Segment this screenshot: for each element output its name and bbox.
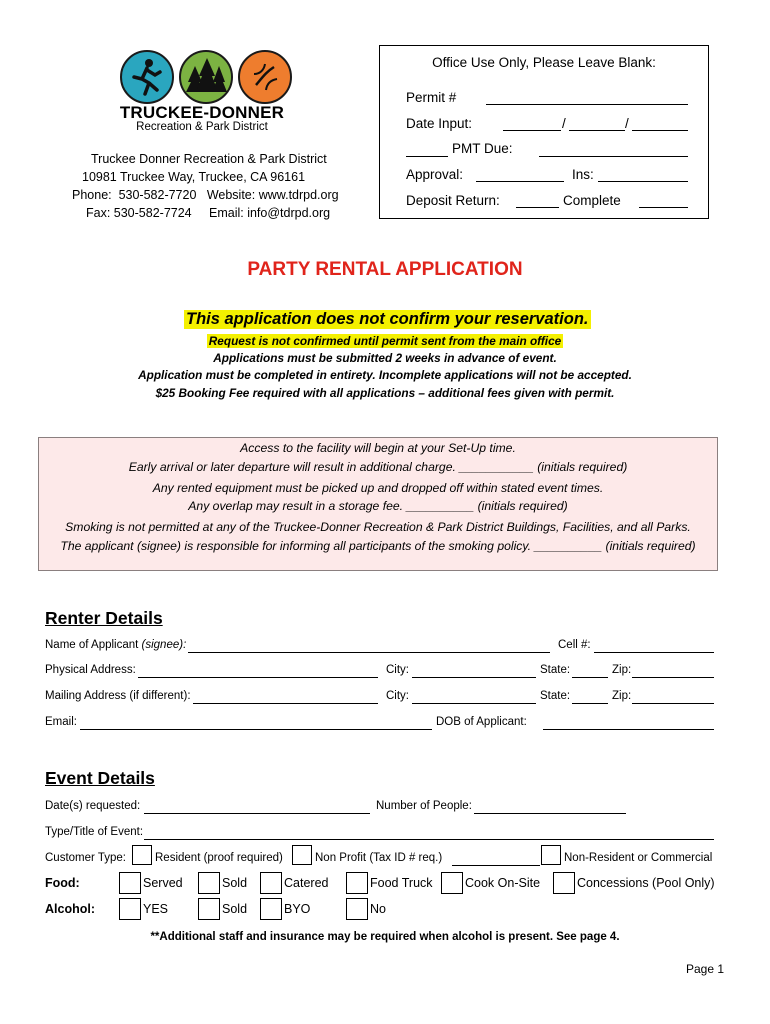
runner-icon bbox=[120, 50, 174, 104]
zip-label: Zip: bbox=[612, 664, 632, 676]
nonprofit-checkbox[interactable] bbox=[292, 845, 312, 865]
physical-address-label: Physical Address: bbox=[45, 664, 136, 676]
food-option-label: Sold bbox=[222, 876, 248, 890]
permit-line bbox=[486, 104, 688, 105]
email-label: Email: bbox=[45, 716, 77, 728]
state-field[interactable] bbox=[572, 703, 608, 704]
food-option-label: Food Truck bbox=[370, 876, 433, 890]
nonresident-option-label: Non-Resident or Commercial bbox=[564, 852, 713, 864]
pine-trees-icon bbox=[179, 50, 233, 104]
alcohol-yes-checkbox[interactable] bbox=[119, 898, 141, 920]
logo-name: TRUCKEE-DONNER bbox=[119, 103, 285, 122]
pmt-due-label: PMT Due: bbox=[452, 141, 513, 156]
nonprofit-option-label: Non Profit (Tax ID # req.) bbox=[315, 852, 443, 864]
reservation-disclaimer: This application does not confirm your reservation. bbox=[186, 310, 589, 328]
contact-name: Truckee Donner Recreation & Park District bbox=[91, 152, 327, 166]
date-line-day bbox=[569, 130, 625, 131]
deposit-return-label: Deposit Return: bbox=[406, 193, 500, 208]
alcohol-no-checkbox[interactable] bbox=[346, 898, 368, 920]
nonresident-checkbox[interactable] bbox=[541, 845, 561, 865]
food-sold-checkbox[interactable] bbox=[198, 872, 220, 894]
policy-line: Any rented equipment must be picked up and dropped off within stated event times. bbox=[152, 481, 604, 495]
date-input-label: Date Input: bbox=[406, 116, 473, 131]
ins-label: Ins: bbox=[572, 167, 594, 182]
applicant-name-label: Name of Applicant (signee): bbox=[45, 639, 187, 651]
notice-line: $25 Booking Fee required with all applications – additional fees given with permit. bbox=[155, 386, 615, 400]
city-label: City: bbox=[386, 664, 409, 676]
city-field[interactable] bbox=[412, 677, 536, 678]
pmt-due-value-line bbox=[539, 156, 688, 157]
approval-line bbox=[476, 181, 564, 182]
alcohol-option-label: No bbox=[370, 902, 386, 916]
dob-label: DOB of Applicant: bbox=[436, 716, 527, 728]
contact-phone-website: Phone: 530-582-7720 Website: www.tdrpd.org bbox=[72, 188, 339, 202]
food-served-checkbox[interactable] bbox=[119, 872, 141, 894]
complete-line bbox=[639, 207, 688, 208]
number-of-people-label: Number of People: bbox=[376, 800, 472, 812]
resident-option-label: Resident (proof required) bbox=[155, 852, 283, 864]
complete-label: Complete bbox=[563, 193, 621, 208]
email-field[interactable] bbox=[80, 729, 432, 730]
food-cook-onsite-checkbox[interactable] bbox=[441, 872, 463, 894]
page-number: Page 1 bbox=[686, 962, 725, 976]
contact-address: 10981 Truckee Way, Truckee, CA 96161 bbox=[82, 170, 306, 184]
event-details-heading: Event Details bbox=[45, 768, 155, 788]
dob-field[interactable] bbox=[543, 729, 714, 730]
ins-line bbox=[598, 181, 688, 182]
alcohol-option-label: Sold bbox=[222, 902, 248, 916]
notice-line: Applications must be submitted 2 weeks in advance of event. bbox=[213, 351, 557, 365]
food-concessions-checkbox[interactable] bbox=[553, 872, 575, 894]
contact-fax-email: Fax: 530-582-7724 Email: info@tdrpd.org bbox=[86, 206, 331, 220]
page-title: PARTY RENTAL APPLICATION bbox=[247, 259, 523, 280]
alcohol-option-label: BYO bbox=[284, 902, 311, 916]
cell-field[interactable] bbox=[594, 652, 714, 653]
city-label: City: bbox=[386, 690, 409, 702]
policy-line: Smoking is not permitted at any of the Truckee-Donner Recreation & Park District Buildings, Facilities, and all Parks. bbox=[65, 520, 691, 534]
policy-line: Access to the facility will begin at your Set-Up time. bbox=[240, 441, 516, 455]
dates-requested-label: Date(s) requested: bbox=[45, 800, 141, 812]
alcohol-byo-checkbox[interactable] bbox=[260, 898, 282, 920]
resident-checkbox[interactable] bbox=[132, 845, 152, 865]
number-of-people-field[interactable] bbox=[474, 813, 626, 814]
ball-icon bbox=[238, 50, 292, 104]
alcohol-note: **Additional staff and insurance may be required when alcohol is present. See page 4. bbox=[150, 931, 620, 943]
notice-line: Request is not confirmed until permit sent from the main office bbox=[208, 334, 562, 348]
food-label: Food: bbox=[45, 876, 80, 890]
date-slash: / bbox=[562, 116, 566, 131]
applicant-name-field[interactable] bbox=[188, 652, 550, 653]
office-use-title: Office Use Only, Please Leave Blank: bbox=[432, 55, 656, 70]
food-option-label: Served bbox=[143, 876, 183, 890]
policy-line: Early arrival or later departure will result in additional charge. ___________ (initials required) bbox=[128, 460, 628, 474]
food-option-label: Cook On-Site bbox=[465, 876, 541, 890]
state-label: State: bbox=[540, 664, 571, 676]
policy-line: The applicant (signee) is responsible for informing all participants of the smoking policy. __________ (initials required) bbox=[60, 539, 696, 553]
alcohol-option-label: YES bbox=[143, 902, 169, 916]
food-truck-checkbox[interactable] bbox=[346, 872, 368, 894]
mailing-address-field[interactable] bbox=[193, 703, 378, 704]
type-title-label: Type/Title of Event: bbox=[45, 826, 144, 838]
pmt-due-line bbox=[406, 156, 448, 157]
state-label: State: bbox=[540, 690, 571, 702]
approval-label: Approval: bbox=[406, 167, 464, 182]
date-line-month bbox=[503, 130, 561, 131]
food-catered-checkbox[interactable] bbox=[260, 872, 282, 894]
alcohol-sold-checkbox[interactable] bbox=[198, 898, 220, 920]
tax-id-field[interactable] bbox=[452, 865, 540, 866]
city-field[interactable] bbox=[412, 703, 536, 704]
policy-line: Any overlap may result in a storage fee. __________ (initials required) bbox=[188, 499, 568, 513]
cell-label: Cell #: bbox=[558, 639, 591, 651]
date-line-year bbox=[632, 130, 688, 131]
food-option-label: Catered bbox=[284, 876, 329, 890]
renter-details-heading: Renter Details bbox=[45, 608, 163, 628]
zip-label: Zip: bbox=[612, 690, 632, 702]
mailing-address-label: Mailing Address (if different): bbox=[45, 690, 191, 702]
notice-line: Application must be completed in entirety. Incomplete applications will not be accepted. bbox=[138, 368, 632, 382]
type-title-field[interactable] bbox=[144, 839, 714, 840]
zip-field[interactable] bbox=[632, 703, 714, 704]
zip-field[interactable] bbox=[632, 677, 714, 678]
food-option-label: Concessions (Pool Only) bbox=[577, 876, 715, 890]
alcohol-label: Alcohol: bbox=[45, 902, 95, 916]
date-slash: / bbox=[625, 116, 629, 131]
permit-label: Permit # bbox=[406, 90, 457, 105]
logo-subtitle: Recreation & Park District bbox=[136, 121, 268, 133]
dates-requested-field[interactable] bbox=[144, 813, 370, 814]
state-field[interactable] bbox=[572, 677, 608, 678]
physical-address-field[interactable] bbox=[138, 677, 378, 678]
deposit-return-line bbox=[516, 207, 559, 208]
customer-type-label: Customer Type: bbox=[45, 852, 126, 864]
